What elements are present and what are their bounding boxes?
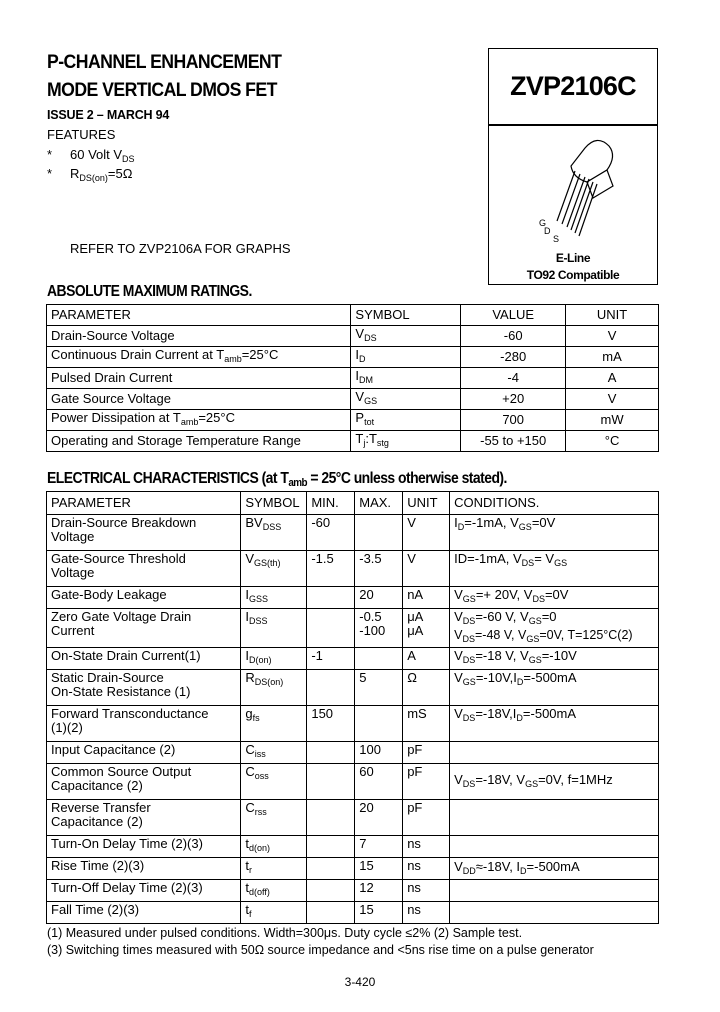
max-cell: -0.5 -100 [355, 609, 403, 648]
conditions-cell [450, 706, 659, 742]
table-header-row [47, 305, 659, 326]
unit-cell: nA [403, 587, 450, 609]
table-row [47, 410, 659, 431]
value-cell: -280 [461, 347, 566, 368]
unit-cell: A [403, 648, 450, 670]
min-cell [307, 880, 355, 902]
symbol-cell: $I_D$ [351, 347, 461, 368]
value-cell: +20 [461, 389, 566, 410]
header-cell: CONDITIONS. [450, 492, 659, 515]
max-cell: 15 [355, 858, 403, 880]
symbol-cell: $I_{D(on)}$ [241, 648, 307, 670]
unit-cell: °C [566, 431, 659, 452]
min-cell [307, 858, 355, 880]
table-row [47, 347, 659, 368]
param-cell: Common Source Output Capacitance (2) [47, 764, 241, 800]
header-cell: SYMBOL [351, 305, 461, 326]
header-cell: MAX. [355, 492, 403, 515]
symbol-cell: $V_{GS(th)}$ [241, 551, 307, 587]
feature-2-tail: =5Ω [107, 166, 133, 181]
table-header-row [47, 492, 659, 515]
package-compat: TO92 Compatible [526, 268, 620, 282]
condition-text: $V_{DS}=-48$ V, $V_{GS}=0V$, T=125°C(2) [454, 628, 633, 644]
header-cell: UNIT [403, 492, 450, 515]
header-cell: SYMBOL [241, 492, 307, 515]
conditions-cell [450, 836, 659, 858]
conditions-cell [450, 587, 659, 609]
header-cell: PARAMETER [47, 492, 241, 515]
conditions-cell [450, 609, 659, 648]
min-cell [307, 609, 355, 648]
unit-cell: V [566, 326, 659, 347]
header-cell: UNIT [566, 305, 659, 326]
param-cell: Gate Source Voltage [47, 389, 351, 410]
pin-label-s: S [553, 234, 560, 244]
min-cell [307, 800, 355, 836]
param-cell: Power Dissipation at $T_{amb}=25^\circ C$ [47, 410, 351, 431]
param-cell: Input Capacitance (2) [47, 742, 241, 764]
header-cell: MIN. [307, 492, 355, 515]
max-cell: 60 [355, 764, 403, 800]
param-cell: Rise Time (2)(3) [47, 858, 241, 880]
pin-label-d: D [544, 226, 551, 236]
table-row [47, 389, 659, 410]
param-cell: Drain-Source Breakdown Voltage [47, 515, 241, 551]
max-cell: 20 [355, 587, 403, 609]
header-cell: VALUE [461, 305, 566, 326]
condition-text: $V_{DS}=-18V,I_D=-500mA$ [454, 706, 577, 723]
symbol-cell: $I_{DM}$ [351, 368, 461, 389]
conditions-cell [450, 880, 659, 902]
table-row [47, 326, 659, 347]
param-cell: Gate-Body Leakage [47, 587, 241, 609]
unit-cell: Ω [403, 670, 450, 706]
min-cell [307, 902, 355, 924]
symbol-cell: $I_{DSS}$ [241, 609, 307, 648]
unit-cell: ns [403, 880, 450, 902]
conditions-cell [450, 648, 659, 670]
abs-max-heading: ABSOLUTE MAXIMUM RATINGS. [47, 283, 252, 300]
part-number-box [488, 48, 658, 125]
symbol-cell: $C_{rss}$ [241, 800, 307, 836]
param-cell: Fall Time (2)(3) [47, 902, 241, 924]
max-cell: -3.5 [355, 551, 403, 587]
elec-heading: ELECTRICAL CHARACTERISTICS (at $T_{amb} = 25^\circ C$ unless otherwise stated). [47, 470, 507, 489]
param-cell: Operating and Storage Temperature Range [47, 431, 351, 452]
table-row [47, 902, 659, 924]
table-row [47, 431, 659, 452]
symbol-cell: $t_f$ [241, 902, 307, 924]
table-row [47, 648, 659, 670]
table-row [47, 836, 659, 858]
param-cell: Drain-Source Voltage [47, 326, 351, 347]
table-row [47, 551, 659, 587]
value-cell: 700 [461, 410, 566, 431]
package-name: E-Line [555, 251, 591, 265]
max-cell: 15 [355, 902, 403, 924]
unit-cell: V [403, 551, 450, 587]
feature-1-sub: DS [122, 154, 135, 164]
param-cell: Gate-Source Threshold Voltage [47, 551, 241, 587]
condition-text: ID=-1mA, $V_{DS}= V_{GS}$ [454, 551, 568, 568]
conditions-cell [450, 764, 659, 800]
part-number: ZVP2106C [510, 71, 636, 101]
param-cell: Pulsed Drain Current [47, 368, 351, 389]
conditions-cell [450, 670, 659, 706]
table-row [47, 706, 659, 742]
feature-1-text: 60 Volt V [70, 147, 123, 162]
param-cell: On-State Drain Current(1) [47, 648, 241, 670]
value-cell: -55 to +150 [461, 431, 566, 452]
conditions-cell [450, 515, 659, 551]
pin-label-g: G [539, 218, 547, 228]
features-heading: FEATURES [47, 127, 116, 142]
condition-text: $V_{GS}=+ 20V$, $V_{DS}=0V$ [454, 587, 569, 604]
table-row [47, 742, 659, 764]
unit-cell: ns [403, 902, 450, 924]
param-cell: Turn-On Delay Time (2)(3) [47, 836, 241, 858]
min-cell [307, 742, 355, 764]
param-cell: Zero Gate Voltage Drain Current [47, 609, 241, 648]
unit-cell: pF [403, 742, 450, 764]
bullet: * [47, 147, 53, 162]
max-cell: 100 [355, 742, 403, 764]
min-cell [307, 764, 355, 800]
conditions-cell [450, 800, 659, 836]
note-line-1: (1) Measured under pulsed conditions. Width=300μs. Duty cycle ≤2% (2) Sample test. [47, 926, 523, 940]
unit-cell: ns [403, 836, 450, 858]
max-cell [355, 648, 403, 670]
unit-cell: ns [403, 858, 450, 880]
max-cell: 5 [355, 670, 403, 706]
package-box [488, 125, 658, 285]
abs-max-table [46, 304, 659, 452]
condition-text: $I_D=-1mA$, $V_{GS}=0V$ [454, 515, 556, 532]
symbol-cell: $C_{iss}$ [241, 742, 307, 764]
table-row [47, 368, 659, 389]
note-line-2: (3) Switching times measured with 50Ω source impedance and <5ns rise time on a pulse generator [47, 943, 594, 957]
unit-cell: μA μA [403, 609, 450, 648]
max-cell [355, 706, 403, 742]
unit-cell: mW [566, 410, 659, 431]
symbol-cell: $g_{fs}$ [241, 706, 307, 742]
symbol-cell: $t_{d(off)}$ [241, 880, 307, 902]
unit-cell: V [566, 389, 659, 410]
param-cell: Static Drain-Source On-State Resistance (1) [47, 670, 241, 706]
table-row [47, 800, 659, 836]
unit-cell: pF [403, 764, 450, 800]
feature-2-sub: DS(on) [79, 173, 108, 183]
min-cell: 150 [307, 706, 355, 742]
table-row [47, 515, 659, 551]
param-cell: Reverse Transfer Capacitance (2) [47, 800, 241, 836]
table-row [47, 880, 659, 902]
unit-cell: mA [566, 347, 659, 368]
conditions-cell [450, 902, 659, 924]
title-line-2: MODE VERTICAL DMOS FET [47, 80, 277, 101]
header-cell: PARAMETER [47, 305, 351, 326]
issue-line: ISSUE 2 – MARCH 94 [47, 108, 170, 122]
table-row [47, 764, 659, 800]
table-row [47, 670, 659, 706]
symbol-cell: $V_{GS}$ [351, 389, 461, 410]
symbol-cell: $P_{tot}$ [351, 410, 461, 431]
table-row [47, 858, 659, 880]
symbol-cell: $V_{DS}$ [351, 326, 461, 347]
symbol-cell: $R_{DS(on)}$ [241, 670, 307, 706]
min-cell [307, 836, 355, 858]
max-cell [355, 515, 403, 551]
refer-text: REFER TO ZVP2106A FOR GRAPHS [70, 241, 291, 256]
condition-text: $V_{DS}=-18$ V, $V_{GS}=-10V$ [454, 648, 577, 665]
min-cell [307, 587, 355, 609]
symbol-cell: $BV_{DSS}$ [241, 515, 307, 551]
electrical-table [46, 491, 659, 924]
min-cell [307, 670, 355, 706]
param-cell: Continuous Drain Current at $T_{amb}=25^\circ C$ [47, 347, 351, 368]
value-cell: -60 [461, 326, 566, 347]
table-row [47, 609, 659, 648]
param-cell: Turn-Off Delay Time (2)(3) [47, 880, 241, 902]
unit-cell: pF [403, 800, 450, 836]
bullet: * [47, 166, 53, 181]
param-cell: Forward Transconductance (1)(2) [47, 706, 241, 742]
table-row [47, 587, 659, 609]
conditions-cell [450, 551, 659, 587]
min-cell: -1 [307, 648, 355, 670]
feature-2-text: R [70, 166, 80, 181]
conditions-cell [450, 858, 659, 880]
max-cell: 20 [355, 800, 403, 836]
condition-text: $V_{GS}=-10V,I_D=-500mA$ [454, 670, 577, 687]
unit-cell: mS [403, 706, 450, 742]
symbol-cell: $T_j:T_{stg}$ [351, 431, 461, 452]
min-cell: -1.5 [307, 551, 355, 587]
max-cell: 12 [355, 880, 403, 902]
page-number: 3-420 [344, 975, 376, 989]
feature-item-1 [47, 147, 135, 164]
symbol-cell: $C_{oss}$ [241, 764, 307, 800]
conditions-cell [450, 742, 659, 764]
min-cell: -60 [307, 515, 355, 551]
symbol-cell: $I_{GSS}$ [241, 587, 307, 609]
condition-text: $V_{DS}=-18V$, $V_{GS}=0V$, f=1MHz [454, 771, 613, 789]
unit-cell: A [566, 368, 659, 389]
condition-text: $V_{DD}\approx-18V$, $I_D=-500mA$ [454, 858, 580, 876]
value-cell: -4 [461, 368, 566, 389]
symbol-cell: $t_r$ [241, 858, 307, 880]
condition-text: $V_{DS}=-60$ V, $V_{GS}=0$ [454, 609, 557, 626]
unit-cell: V [403, 515, 450, 551]
max-cell: 7 [355, 836, 403, 858]
title-line-1: P-CHANNEL ENHANCEMENT [47, 52, 282, 73]
symbol-cell: $t_{d(on)}$ [241, 836, 307, 858]
